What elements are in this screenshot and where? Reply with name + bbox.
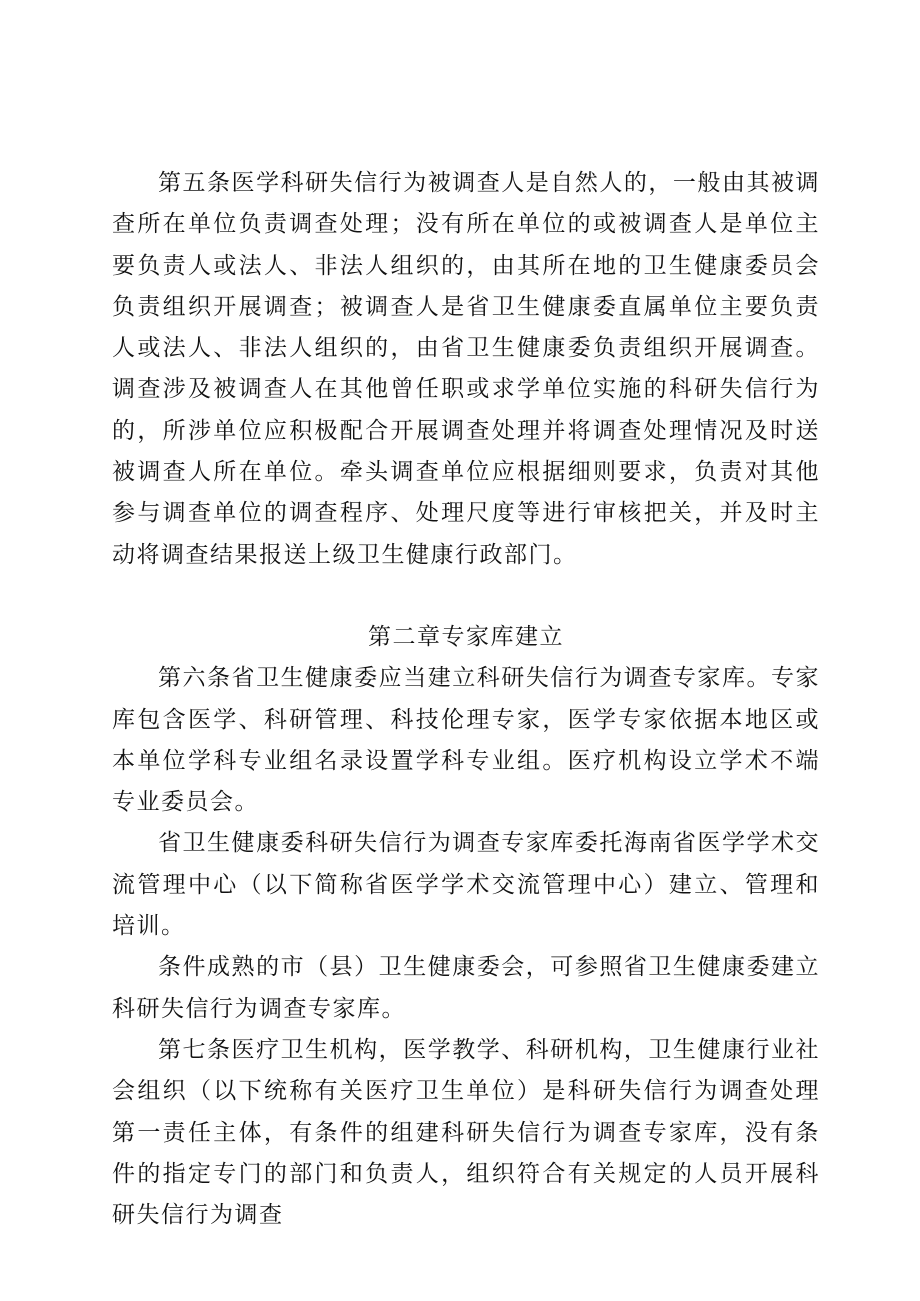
article-5-paragraph: 第五条医学科研失信行为被调查人是自然人的，一般由其被调查所在单位负责调查处理；没有所在单位的或被调查人是单位主要负责人或法人、非法人组织的，由其所在地的卫生健康委员会负责组织开展调查；被调查人是省卫生健康委直属单位主要负责人或法人、非法人组织的，由省卫生健康委负责组织开展调查。调查涉及被调查人在其他曾任职或求学单位实施的科研失信行为的，所涉单位应积极配合开展调查处理并将调查处理情况及时送被调查人所在单位。牵头调查单位应根据细则要求，负责对其他参与调查单位的调查程序、处理尺度等进行审核把关，并及时主动将调查结果报送上级卫生健康行政部门。 <box>112 170 820 568</box>
article-7-paragraph: 第七条医疗卫生机构，医学教学、科研机构，卫生健康行业社会组织（以下统称有关医疗卫生单位）是科研失信行为调查处理第一责任主体，有条件的组建科研失信行为调查专家库，没有条件的指定专门的部门和负责人，组织符合有关规定的人员开展科研失信行为调查 <box>112 1036 820 1229</box>
article-6-paragraph: 第六条省卫生健康委应当建立科研失信行为调查专家库。专家库包含医学、科研管理、科技伦理专家，医学专家依据本地区或本单位学科专业组名录设置学科专业组。医疗机构设立学术不端专业委员会。 <box>112 665 820 816</box>
city-county-paragraph: 条件成熟的市（县）卫生健康委会，可参照省卫生健康委建立科研失信行为调查专家库。 <box>112 954 820 1022</box>
document-body <box>112 163 820 1236</box>
section-spacer <box>112 576 820 617</box>
expert-library-entrust-paragraph: 省卫生健康委科研失信行为调查专家库委托海南省医学学术交流管理中心（以下简称省医学学术交流管理中心）建立、管理和培训。 <box>112 830 820 940</box>
chapter-heading: 第二章专家库建立 <box>368 623 564 650</box>
